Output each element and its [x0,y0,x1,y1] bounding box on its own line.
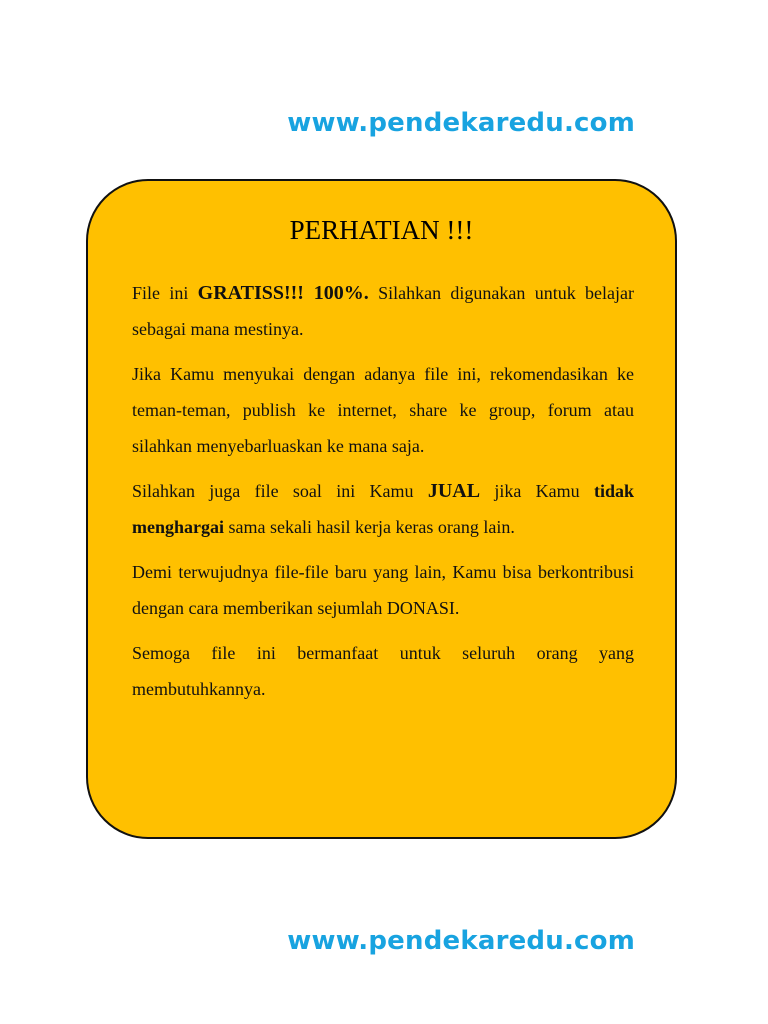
free-emphasis: GRATISS!!! 100%. [197,282,369,304]
notice-box [86,179,677,839]
notice-title: PERHATIAN !!! [289,215,474,245]
sell-part2: jika Kamu [480,481,594,501]
free-suffix: Silahkan digunakan untuk belajar sebagai mana mestinya. [132,283,635,339]
notice-body [132,275,634,716]
site-url-link-bottom[interactable]: www.pendekaredu.com [287,926,635,956]
sell-tidak-menghargai: tidak menghargai [132,481,635,537]
notice-paragraph-share: Jika Kamu menyukai dengan adanya file ini, rekomendasikan ke teman-teman, publish ke internet, share ke group, forum atau silahkan menyebarluaskan ke mana saja. [132,364,634,456]
sell-part1: Silahkan juga file soal ini Kamu [132,481,428,501]
site-url-link-top[interactable]: www.pendekaredu.com [287,108,635,138]
sell-jual: JUAL [427,480,481,502]
notice-paragraph-donate: Demi terwujudnya file-file baru yang lain, Kamu bisa berkontribusi dengan cara memberikan sejumlah DONASI. [132,562,634,618]
free-prefix: File ini [132,283,198,303]
notice-paragraph-sell [132,473,634,545]
notice-paragraph-free [132,275,634,347]
sell-part3: sama sekali hasil kerja keras orang lain. [224,517,515,537]
notice-paragraph-closing: Semoga file ini bermanfaat untuk seluruh orang yang membutuhkannya. [132,643,634,699]
